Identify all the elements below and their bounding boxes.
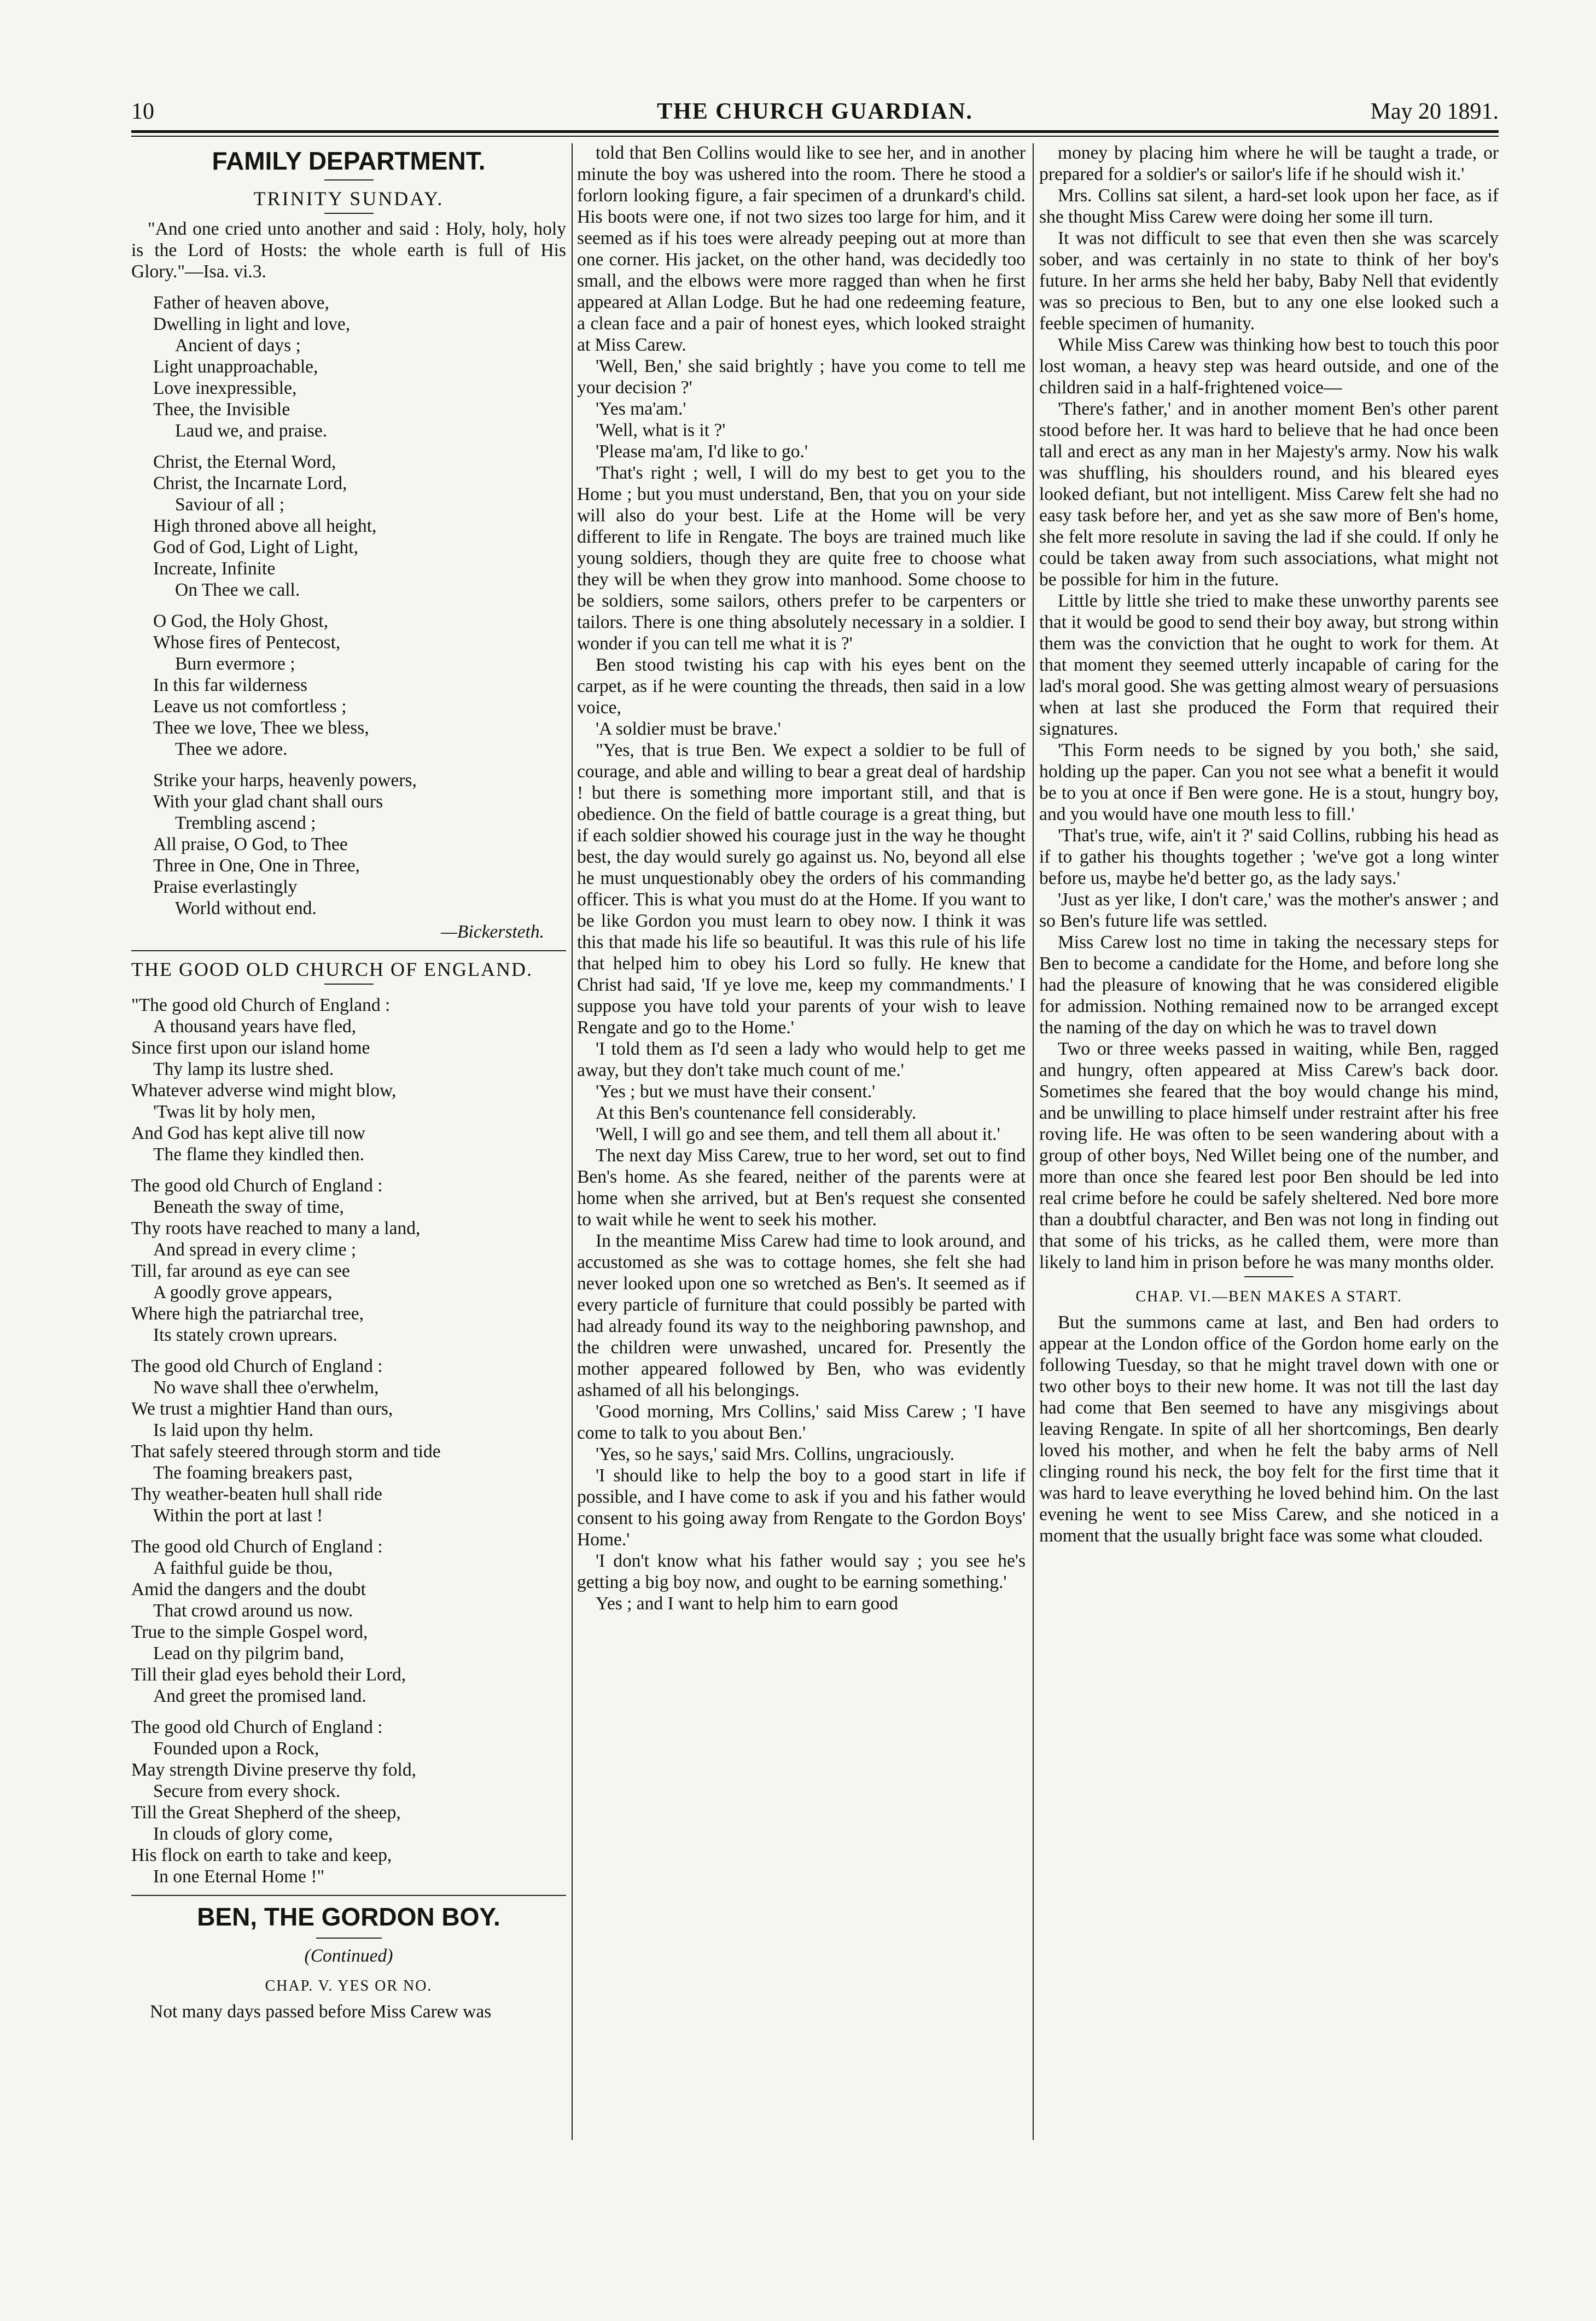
- poem-line: Whatever adverse wind might blow,: [131, 1080, 397, 1101]
- poem-line: Till the Great Shepherd of the sheep,: [131, 1802, 401, 1823]
- poem-line: Saviour of all ;: [175, 495, 285, 515]
- poem-line: "The good old Church of England :: [131, 995, 391, 1015]
- poem-title: TRINITY SUNDAY.: [253, 188, 444, 210]
- continued-label: (Continued): [304, 1946, 393, 1966]
- poem-line: And spread in every clime ;: [153, 1240, 357, 1260]
- poem-line: Leave us not comfortless ;: [153, 696, 347, 717]
- story-paragraph: "Yes, that is true Ben. We expect a soldier to be full of courage, and able and willing to bear a great deal of hardship ! but there is something more important still, and that is obedience. On the field of battle courage is a great thing, but if each soldier showed his courage just in the way he thought best, the day would surely go against us. No, beyond all else he must unquestionably obey the orders of his commanding officer. This is what you must do at the Home. If you want to be like Gordon you must learn to obey now. I think it was this that made his life so beautiful. It was this rule of his life that helped him to obey his Lord so fully. He knew that Christ had said, 'If ye love me, keep my commandments.' I suppose you have told your parents of your wish to leave Rengate and go to the Home.': [577, 740, 1026, 1038]
- poem-line: O God, the Holy Ghost,: [153, 611, 329, 631]
- poem-line: In this far wilderness: [153, 675, 307, 695]
- story-paragraph: 'That's true, wife, ain't it ?' said Collins, rubbing his head as if to gather his thoughts together ; 'we've got a long winter before us, maybe he'd better go, as the lady says.': [1039, 825, 1499, 888]
- column-divider: [572, 143, 573, 2140]
- newspaper-title: THE CHURCH GUARDIAN.: [657, 99, 973, 124]
- story-paragraph: money by placing him where he will be taught a trade, or prepared for a soldier's or sailor's life if he should wish it.': [1039, 143, 1499, 184]
- column-divider: [1033, 143, 1034, 2140]
- poem-line: 'Twas lit by holy men,: [153, 1102, 316, 1122]
- story-paragraph: 'I told them as I'd seen a lady who would help to get me away, but they don't take much count of me.': [577, 1039, 1026, 1080]
- header-rule-thin: [131, 136, 1499, 137]
- poem-line: The good old Church of England :: [131, 1717, 383, 1737]
- poem-line: Till their glad eyes behold their Lord,: [131, 1665, 406, 1685]
- poem-line: High throned above all height,: [153, 516, 377, 536]
- poem-church-of-england: [131, 994, 566, 1887]
- poem-line: That crowd around us now.: [153, 1601, 353, 1621]
- poem-line: On Thee we call.: [175, 580, 300, 600]
- poem-line: Dwelling in light and love,: [153, 314, 351, 334]
- story-paragraph: While Miss Carew was thinking how best to touch this poor lost woman, a heavy step was heard outside, and one of the children said in a half-frightened voice—: [1039, 335, 1499, 398]
- poem-line: Is laid upon thy helm.: [153, 1420, 314, 1440]
- story-paragraph: 'There's father,' and in another moment Ben's other parent stood before her. It was hard to believe that he had once been tall and erect as any man in her Majesty's army. Now his walk was shuffling, his shoulders round, and his bleared eyes looked defiant, but not intelligent. Miss Carew felt she had no easy task before her, and yet as she saw more of Ben's home, she felt more resolute in saving the lad if she could. If only he could be taken away from such associations, what might not be possible for him in the future.: [1039, 399, 1499, 590]
- poem-signature: —Bickersteth.: [441, 922, 544, 942]
- story-paragraph: The next day Miss Carew, true to her word, set out to find Ben's home. As she feared, neither of the parents were at home when she arrived, but at Ben's request she consented to wait while he went to seek his mother.: [577, 1145, 1026, 1230]
- poem-title: THE GOOD OLD CHURCH OF ENGLAND.: [131, 958, 533, 980]
- poem-line: That safely steered through storm and tide: [131, 1441, 441, 1462]
- story-paragraph: 'Well, I will go and see them, and tell them all about it.': [596, 1124, 1000, 1144]
- poem-stanza: [131, 1536, 566, 1707]
- poem-line: Its stately crown uprears.: [153, 1325, 337, 1345]
- poem-line: His flock on earth to take and keep,: [131, 1845, 392, 1865]
- story-paragraph: told that Ben Collins would like to see her, and in another minute the boy was ushered into the room. There he stood a forlorn looking figure, a fair specimen of a drunkard's child. His boots were one, if not two sizes too large for him, and it seemed as if his toes were already peeping out at more than one corner. His jacket, on the other hand, was decidedly too small, and the elbows were more ragged than when he first appeared at Allan Lodge. But he had one redeeming feature, a clean face and a pair of honest eyes, which looked straight at Miss Carew.: [577, 143, 1026, 355]
- poem-line: Three in One, One in Three,: [153, 856, 360, 876]
- story-paragraph: 'That's right ; well, I will do my best to get you to the Home ; but you must understand, Ben, that you on your side will also do your best. Life at the Home will be very different to life in Rengate. The boys are trained much like young soldiers, though they are quite free to choose what they will be when they grow into manhood. Some choose to be soldiers, some sailors, others prefer to be carpenters or tailors. There is one thing absolutely necessary in a soldier. I wonder if you can tell me what it is ?': [577, 463, 1026, 654]
- poem-line: Founded upon a Rock,: [153, 1738, 319, 1759]
- poem-line: A faithful guide be thou,: [153, 1558, 333, 1578]
- poem-trinity-sunday: [131, 292, 566, 919]
- poem-line: Christ, the Incarnate Lord,: [153, 473, 347, 493]
- chapter-heading: CHAP. VI.—BEN MAKES A START.: [1135, 1288, 1402, 1305]
- poem-line: The good old Church of England :: [131, 1537, 383, 1557]
- column-3: [1039, 142, 1499, 2155]
- story-paragraph: Yes ; and I want to help him to earn good: [596, 1593, 898, 1614]
- story-paragraph: 'I should like to help the boy to a good start in life if possible, and I have come to ask if you and his father would consent to his going away from Rengate to the Gordon Boys' Home.': [577, 1465, 1026, 1550]
- story-paragraph: Not many days passed before Miss Carew was: [150, 2002, 492, 2022]
- poem-line: The good old Church of England :: [131, 1356, 383, 1376]
- poem-line: God of God, Light of Light,: [153, 537, 358, 557]
- poem-line: And greet the promised land.: [153, 1686, 366, 1706]
- poem-line: Ancient of days ;: [175, 335, 301, 356]
- poem-line: The good old Church of England :: [131, 1176, 383, 1196]
- story-paragraph: In the meantime Miss Carew had time to look around, and accustomed as she was to cottage homes, she felt she had never looked upon one so wretched as Ben's. It seemed as if every particle of furniture that could possibly be parted with had already found its way to the neighboring pawnshop, and the children were unwashed, uncared for. Presently the mother appeared followed by Ben, who was evidently ashamed of all his belongings.: [577, 1231, 1026, 1400]
- poem-line: The foaming breakers past,: [153, 1463, 353, 1483]
- poem-line: Father of heaven above,: [153, 293, 329, 313]
- department-heading: FAMILY DEPARTMENT.: [212, 147, 486, 175]
- poem-line: Thy lamp its lustre shed.: [153, 1059, 334, 1079]
- story-paragraph: 'Yes ma'am.': [596, 399, 686, 419]
- story-paragraph: Miss Carew lost no time in taking the necessary steps for Ben to become a candidate for the Home, and before long she had the pleasure of knowing that he was considered eligible for admission. Nothing remained now to be arranged except the naming of the day on which he was to travel down: [1039, 932, 1499, 1038]
- poem-line: Strike your harps, heavenly powers,: [153, 770, 417, 790]
- poem-line: Whose fires of Pentecost,: [153, 632, 341, 653]
- poem-stanza: [131, 292, 566, 441]
- poem-line: Thee we adore.: [175, 739, 288, 759]
- poem-line: A thousand years have fled,: [153, 1016, 357, 1037]
- story-paragraph: But the summons came at last, and Ben had orders to appear at the London office of the Gordon home early on the following Tuesday, so that he might travel down with one or two other boys to their new home. It was not till the last day had come that Ben seemed to have any misgivings about leaving Rengate. In spite of all her shortcomings, Ben dearly loved his mother, and when he felt the baby arms of Nell clinging round his neck, the boy felt for the first time that it was hard to leave everything he loved behind him. On the last evening he went to see Miss Carew, and she noticed in a moment that the usually bright face was some what clouded.: [1039, 1312, 1499, 1546]
- poem-line: We trust a mightier Hand than ours,: [131, 1399, 393, 1419]
- poem-line: All praise, O God, to Thee: [153, 834, 348, 854]
- poem-line: Burn evermore ;: [175, 654, 295, 674]
- story-title: BEN, THE GORDON BOY.: [197, 1903, 500, 1931]
- poem-line: Trembling ascend ;: [175, 813, 316, 833]
- poem-line: Thy weather-beaten hull shall ride: [131, 1484, 382, 1504]
- poem-line: Thee we love, Thee we bless,: [153, 718, 369, 738]
- story-section: [1039, 1312, 1499, 1546]
- poem-line: Lead on thy pilgrim band,: [153, 1643, 344, 1663]
- story-paragraph: 'Just as yer like, I don't care,' was the mother's answer ; and so Ben's future life was settled.: [1039, 889, 1499, 931]
- poem-line: Within the port at last !: [153, 1505, 323, 1526]
- divider: [316, 1938, 382, 1939]
- poem-line: May strength Divine preserve thy fold,: [131, 1760, 416, 1780]
- poem-stanza: [131, 1175, 566, 1346]
- story-paragraph: 'A soldier must be brave.': [596, 719, 781, 739]
- poem-epigraph: "And one cried unto another and said : Holy, holy, holy is the Lord of Hosts: the whole earth is full of His Glory."—Isa. vi.3.: [131, 219, 566, 282]
- poem-line: True to the simple Gospel word,: [131, 1622, 368, 1642]
- divider: [324, 984, 374, 985]
- poem-line: Christ, the Eternal Word,: [153, 452, 336, 472]
- story-paragraph: Little by little she tried to make these unworthy parents see that it would be good to send their boy away, but strong within them was the conviction that he ought to work for them. At that moment they seemed utterly incapable of caring for the lad's moral good. She was getting almost weary of persuasions when at last she produced the Form that required their signatures.: [1039, 591, 1499, 739]
- poem-line: Amid the dangers and the doubt: [131, 1579, 366, 1599]
- poem-line: Praise everlastingly: [153, 877, 298, 897]
- column-1: [131, 142, 566, 2155]
- story-paragraph: 'Well, what is it ?': [596, 420, 726, 440]
- poem-line: Laud we, and praise.: [175, 421, 328, 441]
- story-paragraph: 'This Form needs to be signed by you both,' she said, holding up the paper. Can you not see what a benefit it would be to you at once if Ben were gone. He is a stout, hungry boy, and you would have one mouth less to fill.': [1039, 740, 1499, 824]
- poem-stanza: [131, 1356, 566, 1526]
- story-paragraph: At this Ben's countenance fell considerably.: [596, 1103, 917, 1123]
- poem-line: A goodly grove appears,: [153, 1282, 333, 1302]
- divider: [324, 213, 374, 214]
- poem-line: Thy roots have reached to many a land,: [131, 1218, 421, 1238]
- story-section: [1039, 142, 1499, 1273]
- poem-line: Since first upon our island home: [131, 1038, 370, 1058]
- section-divider: [131, 1895, 566, 1896]
- story-paragraph: 'Yes ; but we must have their consent.': [596, 1081, 876, 1102]
- column-2: [577, 142, 1026, 2155]
- page-number: 10: [131, 99, 154, 124]
- issue-date: May 20 1891.: [1370, 99, 1499, 124]
- story-paragraph: 'I don't know what his father would say ; you see he's getting a big boy now, and ought to be earning something.': [577, 1551, 1026, 1592]
- poem-line: No wave shall thee o'erwhelm,: [153, 1377, 379, 1398]
- poem-line: With your glad chant shall ours: [153, 792, 383, 812]
- poem-stanza: [131, 770, 566, 919]
- poem-line: Love inexpressible,: [153, 378, 297, 398]
- poem-line: World without end.: [175, 898, 317, 918]
- masthead: [131, 98, 1499, 126]
- story-paragraph: It was not difficult to see that even then she was scarcely sober, and was certainly in no state to think of her boy's future. In her arms she held her baby, Baby Nell that evidently was so precious to Ben, but to any one else looked such a feeble specimen of humanity.: [1039, 228, 1499, 334]
- poem-line: Where high the patriarchal tree,: [131, 1304, 364, 1324]
- poem-stanza: [131, 610, 566, 760]
- chapter-heading: CHAP. V. YES OR NO.: [265, 1977, 433, 1994]
- poem-line: The flame they kindled then.: [153, 1144, 365, 1165]
- poem-line: Till, far around as eye can see: [131, 1261, 350, 1281]
- poem-line: Secure from every shock.: [153, 1781, 341, 1801]
- story-paragraph: 'Please ma'am, I'd like to go.': [596, 441, 808, 462]
- poem-line: In one Eternal Home !": [153, 1866, 325, 1887]
- poem-line: In clouds of glory come,: [153, 1824, 333, 1844]
- story-paragraph: Mrs. Collins sat silent, a hard-set look upon her face, as if she thought Miss Carew were doing her some ill turn.: [1039, 185, 1499, 227]
- poem-line: Beneath the sway of time,: [153, 1197, 344, 1217]
- story-paragraph: 'Well, Ben,' she said brightly ; have you come to tell me your decision ?': [577, 356, 1026, 398]
- story-paragraph: 'Good morning, Mrs Collins,' said Miss Carew ; 'I have come to talk to you about Ben.': [577, 1401, 1026, 1443]
- divider: [324, 179, 374, 181]
- poem-line: Thee, the Invisible: [153, 399, 290, 420]
- divider: [1244, 1276, 1294, 1277]
- poem-stanza: [131, 994, 566, 1165]
- poem-stanza: [131, 451, 566, 601]
- section-divider: [131, 950, 566, 951]
- story-paragraph: 'Yes, so he says,' said Mrs. Collins, ungraciously.: [596, 1444, 955, 1464]
- poem-line: Increate, Infinite: [153, 559, 276, 579]
- poem-line: Light unapproachable,: [153, 357, 318, 377]
- header-rule: [131, 130, 1499, 133]
- poem-line: And God has kept alive till now: [131, 1123, 365, 1143]
- poem-stanza: [131, 1717, 566, 1887]
- story-paragraph: Two or three weeks passed in waiting, while Ben, ragged and hungry, often appeared at Miss Carew's back door. Sometimes she feared that the boy would change his mind, and be unwilling to place himself under restraint after his free roving life. He was often to be seen wandering about with a group of other boys, Ned Willet being one of the number, and more than once she feared lest poor Ben should be led into real crime before he could be safely sheltered. Ned bore more than a doubtful character, and Ben was not long in finding out that some of his tricks, as he called them, were more than likely to land him in prison before he was many months older.: [1039, 1039, 1499, 1272]
- story-paragraph: Ben stood twisting his cap with his eyes bent on the carpet, as if he were counting the threads, then said in a low voice,: [577, 655, 1026, 718]
